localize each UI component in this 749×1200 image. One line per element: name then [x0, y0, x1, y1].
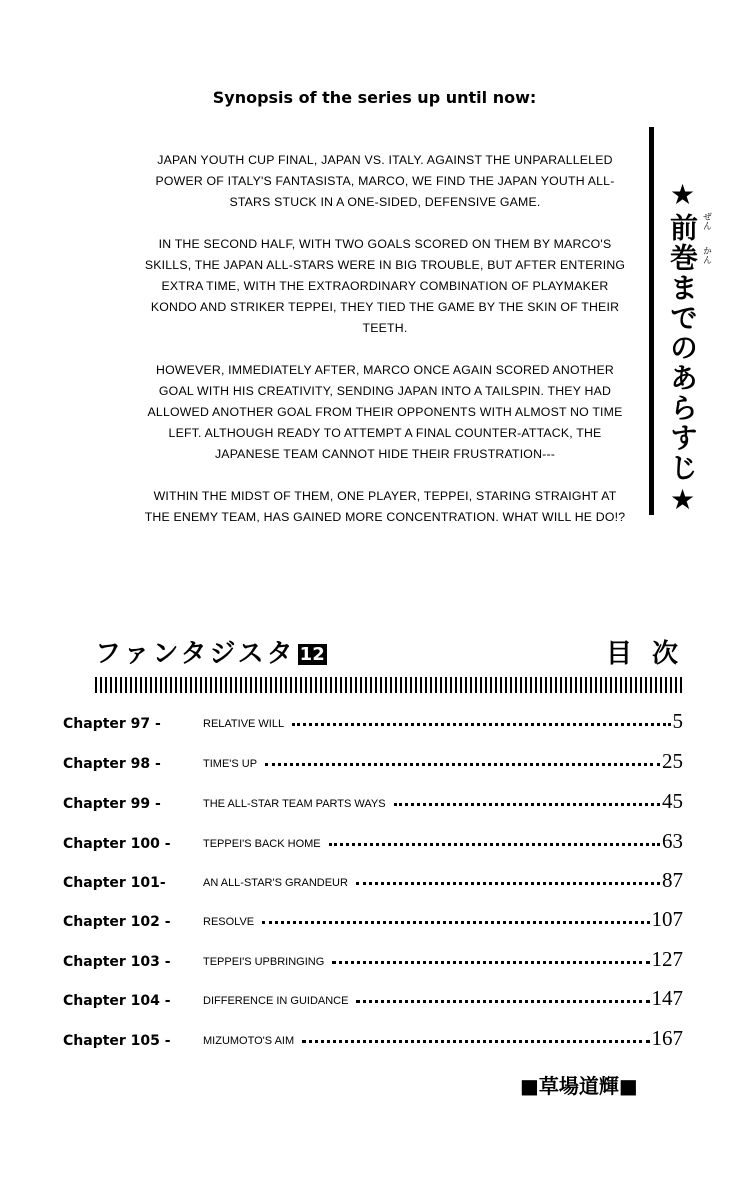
dot-leader	[292, 723, 670, 726]
chapter-label: Chapter 105 -	[63, 1033, 171, 1049]
toc-row	[63, 865, 683, 891]
dot-leader	[265, 763, 660, 766]
synopsis-paragraph: HOWEVER, IMMEDIATELY AFTER, MARCO ONCE AGAIN SCORED ANOTHER GOAL WITH HIS CREATIVITY, SENDING JAPAN INTO A TAILSPIN. THEY HAD ALLOWED ANOTHER GOAL FROM THEIR OPPONENTS WITH ALMOST NO TIME LEFT. ALTHOUGH READY TO ATTEMPT A FINAL COUNTER-ATTACK, THE JAPANESE TEAM CANNOT HIDE THEIR FRUSTRATION---	[147, 363, 623, 461]
page-number: 127	[651, 947, 683, 971]
dot-leader	[394, 803, 660, 806]
synopsis-paragraph: IN THE SECOND HALF, WITH TWO GOALS SCORED ON THEM BY MARCO'S SKILLS, THE JAPAN ALL-STARS WERE IN BIG TROUBLE, BUT AFTER ENTERING EXTRA TIME, WITH THE EXTRAORDINARY COMBINATION OF PLAYMAKER KONDO AND STRIKER TEPPEI, THEY TIED THE GAME BY THE SKIN OF THEIR TEETH.	[144, 237, 626, 335]
synopsis-paragraph: JAPAN YOUTH CUP FINAL, JAPAN VS. ITALY. AGAINST THE UNPARALLELED POWER OF ITALY'S FANTASISTA, MARCO, WE FIND THE JAPAN YOUTH ALL-STARS STUCK IN A ONE-SIDED, DEFENSIVE GAME.	[155, 153, 615, 209]
dot-leader	[356, 882, 660, 885]
decorative-bar-line	[95, 677, 682, 693]
synopsis-title: Synopsis of the series up until now:	[212, 88, 537, 107]
series-title: ファンタジスタ	[95, 639, 296, 669]
chapter-label: Chapter 98 -	[63, 756, 161, 772]
chapter-title: AN ALL-STAR'S GRANDEUR	[203, 877, 348, 889]
toc-heading: 目次	[606, 639, 699, 669]
author-name: ■草場道輝■	[520, 1074, 638, 1098]
synopsis-paragraph: WITHIN THE MIDST OF THEM, ONE PLAYER, TEPPEI, STARING STRAIGHT AT THE ENEMY TEAM, HAS GAINED MORE CONCENTRATION. WHAT WILL HE DO!?	[144, 489, 626, 524]
chapter-label: Chapter 102 -	[63, 914, 171, 930]
furigana: ぜん	[701, 212, 711, 230]
page-number: 147	[651, 986, 683, 1010]
volume-badge: 12	[299, 644, 325, 665]
chapter-title: THE ALL-STAR TEAM PARTS WAYS	[203, 798, 386, 810]
toc-row	[63, 1023, 683, 1049]
page-number: 63	[662, 829, 683, 853]
page-number: 87	[662, 868, 683, 892]
toc-row	[63, 706, 683, 732]
chapter-label: Chapter 103 -	[63, 954, 171, 970]
chapter-title: TEPPEI'S UPBRINGING	[203, 956, 325, 968]
synopsis-body	[140, 150, 630, 549]
page-number: 5	[672, 709, 683, 733]
dot-leader	[262, 921, 649, 924]
page-number: 167	[651, 1026, 683, 1050]
chapter-title: TEPPEI'S BACK HOME	[203, 838, 321, 850]
toc-row	[63, 904, 683, 930]
dot-leader	[356, 1000, 649, 1003]
chapter-title: MIZUMOTO'S AIM	[203, 1035, 295, 1047]
chapter-title: RELATIVE WILL	[203, 718, 285, 730]
dot-leader	[332, 961, 649, 964]
toc-row	[63, 786, 683, 812]
chapter-label: Chapter 97 -	[63, 716, 161, 732]
chapter-title: RESOLVE	[203, 916, 255, 928]
toc-row	[63, 944, 683, 970]
page-number: 25	[662, 749, 683, 773]
synopsis-side-heading: ★前巻までのあらすじ★	[666, 178, 699, 518]
divider-vertical	[649, 127, 654, 515]
furigana: かん	[701, 246, 711, 264]
toc-series-title	[95, 633, 327, 670]
chapter-label: Chapter 99 -	[63, 796, 161, 812]
chapter-title: DIFFERENCE IN GUIDANCE	[203, 995, 349, 1007]
page-number: 45	[662, 789, 683, 813]
chapter-label: Chapter 104 -	[63, 993, 171, 1009]
toc-row	[63, 826, 683, 852]
chapter-title: TIME'S UP	[203, 758, 258, 770]
page-number: 107	[651, 907, 683, 931]
chapter-label: Chapter 100 -	[63, 836, 171, 852]
toc-row	[63, 983, 683, 1009]
toc-row	[63, 746, 683, 772]
dot-leader	[302, 1040, 649, 1043]
chapter-label: Chapter 101-	[63, 875, 166, 891]
dot-leader	[329, 843, 660, 846]
